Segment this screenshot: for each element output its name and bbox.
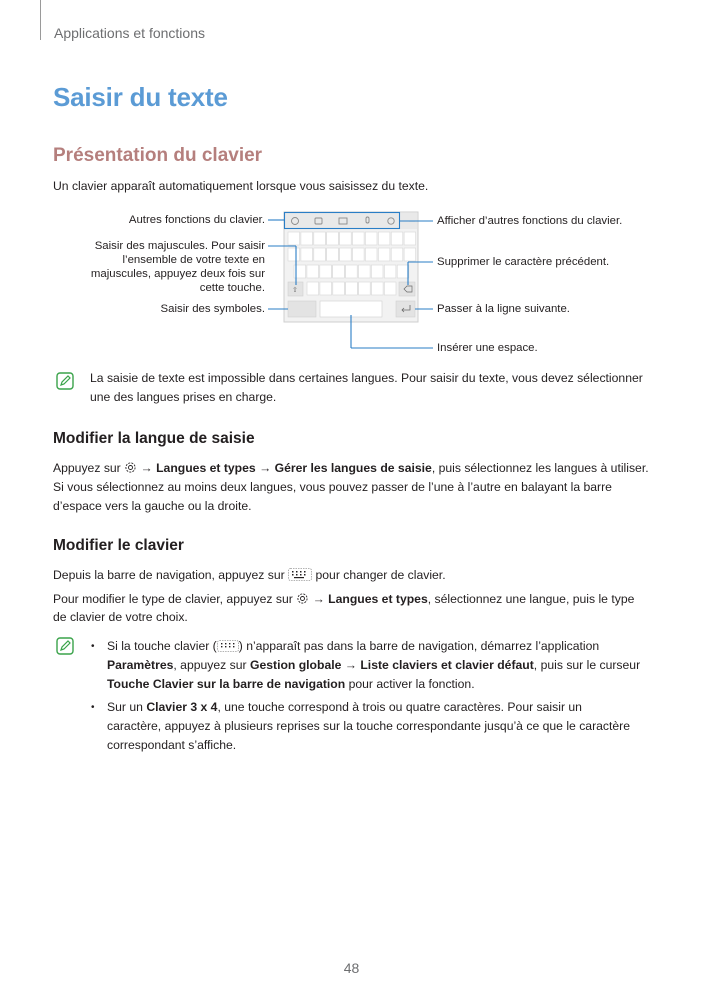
- callout-more-functions: Autres fonctions du clavier.: [128, 214, 265, 226]
- change-language-line3: d’espace vers la gauche ou la droite.: [53, 499, 252, 513]
- change-keyboard-line1: Depuis la barre de navigation, appuyez sur pour changer de clavier.: [53, 568, 446, 582]
- callout-newline: Passer à la ligne suivante.: [437, 303, 570, 315]
- heading-change-language: Modifier la langue de saisie: [53, 430, 255, 447]
- letter-key: [314, 248, 326, 261]
- note2-b2-line1: Sur un Clavier 3 x 4, une touche correspond à trois ou quatre caractères. Pour saisir un: [107, 700, 582, 714]
- bullet: •: [91, 641, 95, 652]
- running-header: Applications et fonctions: [54, 25, 205, 41]
- callout-shift-1: Saisir des majuscules. Pour saisir: [94, 240, 265, 252]
- letter-key: [359, 265, 371, 278]
- letter-key: [340, 248, 352, 261]
- letter-key: [327, 248, 339, 261]
- note2-b1-line2: Paramètres, appuyez sur Gestion globale → Liste claviers et clavier défaut, puis sur le curseur: [107, 658, 641, 672]
- settings-gear-icon: [296, 592, 309, 605]
- letter-key: [314, 232, 326, 245]
- callout-space: Insérer une espace.: [437, 342, 538, 354]
- letter-key: [288, 232, 300, 245]
- page-title: Saisir du texte: [53, 82, 228, 112]
- letter-key: [365, 248, 377, 261]
- heading-change-keyboard: Modifier le clavier: [53, 537, 184, 554]
- space-key: [320, 301, 382, 317]
- change-language-line2: Si vous sélectionnez au moins deux langues, vous pouvez passer de l’une à l’autre en balayant la barre: [53, 480, 612, 494]
- letter-key: [353, 248, 365, 261]
- bullet: •: [91, 702, 95, 713]
- letter-key: [333, 265, 345, 278]
- section-heading: Présentation du clavier: [53, 145, 263, 166]
- change-keyboard-line3: de clavier de votre choix.: [53, 610, 188, 624]
- symbols-key: [288, 301, 316, 317]
- letter-key: [346, 265, 358, 278]
- letter-key: [371, 265, 383, 278]
- letter-key: [365, 232, 377, 245]
- letter-key: [288, 248, 300, 261]
- note-icon: [56, 637, 74, 655]
- letter-key: [340, 232, 352, 245]
- note2-b2-line2: caractère, appuyez à plusieurs reprises sur la touche correspondante jusqu’à ce que le caractère: [107, 719, 631, 733]
- enter-key: [396, 301, 415, 317]
- letter-key: [384, 265, 396, 278]
- letter-key: [404, 248, 416, 261]
- letter-key: [359, 282, 371, 295]
- callout-shift-3: majuscules, appuyez deux fois sur: [90, 268, 265, 280]
- letter-key: [327, 232, 339, 245]
- note1-line2: une des langues prises en charge.: [90, 390, 277, 404]
- letter-key: [307, 265, 319, 278]
- letter-key: [378, 248, 390, 261]
- callout-symbols: Saisir des symboles.: [160, 303, 265, 315]
- svg-text:⇧: ⇧: [292, 286, 298, 294]
- note-icon: [56, 372, 74, 390]
- letter-key: [372, 282, 384, 295]
- page-number: 48: [343, 960, 360, 976]
- letter-key: [391, 232, 403, 245]
- note2-b2-line3: correspondant s’affiche.: [107, 738, 237, 752]
- note2-b1-line1: Si la touche clavier ( ) n’apparaît pas dans la barre de navigation, démarrez l’application: [107, 639, 600, 653]
- note2-b1-line3: Touche Clavier sur la barre de navigation pour activer la fonction.: [107, 677, 475, 691]
- backspace-key: [399, 282, 415, 296]
- letter-key: [378, 232, 390, 245]
- keyboard-toolbar: [285, 213, 417, 229]
- letter-key: [307, 282, 319, 295]
- callout-delete: Supprimer le caractère précédent.: [437, 256, 610, 268]
- change-language-line1: Appuyez sur → Langues et types → Gérer les langues de saisie, puis sélectionnez les langues à utiliser.: [53, 461, 649, 475]
- letter-key: [384, 282, 396, 295]
- letter-key: [320, 282, 332, 295]
- change-keyboard-line2: Pour modifier le type de clavier, appuyez sur → Langues et types, sélectionnez une langue, puis le type: [53, 592, 635, 606]
- settings-gear-icon: [124, 461, 137, 474]
- callout-show-more: Afficher d’autres fonctions du clavier.: [437, 215, 623, 227]
- callout-shift-4: cette touche.: [199, 282, 265, 294]
- letter-key: [301, 232, 313, 245]
- letter-key: [333, 282, 345, 295]
- letter-key: [320, 265, 332, 278]
- letter-key: [397, 265, 409, 278]
- letter-key: [404, 232, 416, 245]
- keyboard-icon: [288, 568, 312, 581]
- letter-key: [301, 248, 313, 261]
- note1-line1: La saisie de texte est impossible dans certaines langues. Pour saisir du texte, vous devez sélectionner: [90, 371, 643, 385]
- letter-key: [391, 248, 403, 261]
- letter-key: [346, 282, 358, 295]
- intro-text: Un clavier apparaît automatiquement lorsque vous saisissez du texte.: [53, 179, 429, 193]
- callout-shift-2: l’ensemble de votre texte en: [122, 254, 265, 266]
- keyboard-icon: [217, 640, 239, 652]
- letter-key: [353, 232, 365, 245]
- svg-text:···: ···: [409, 219, 415, 225]
